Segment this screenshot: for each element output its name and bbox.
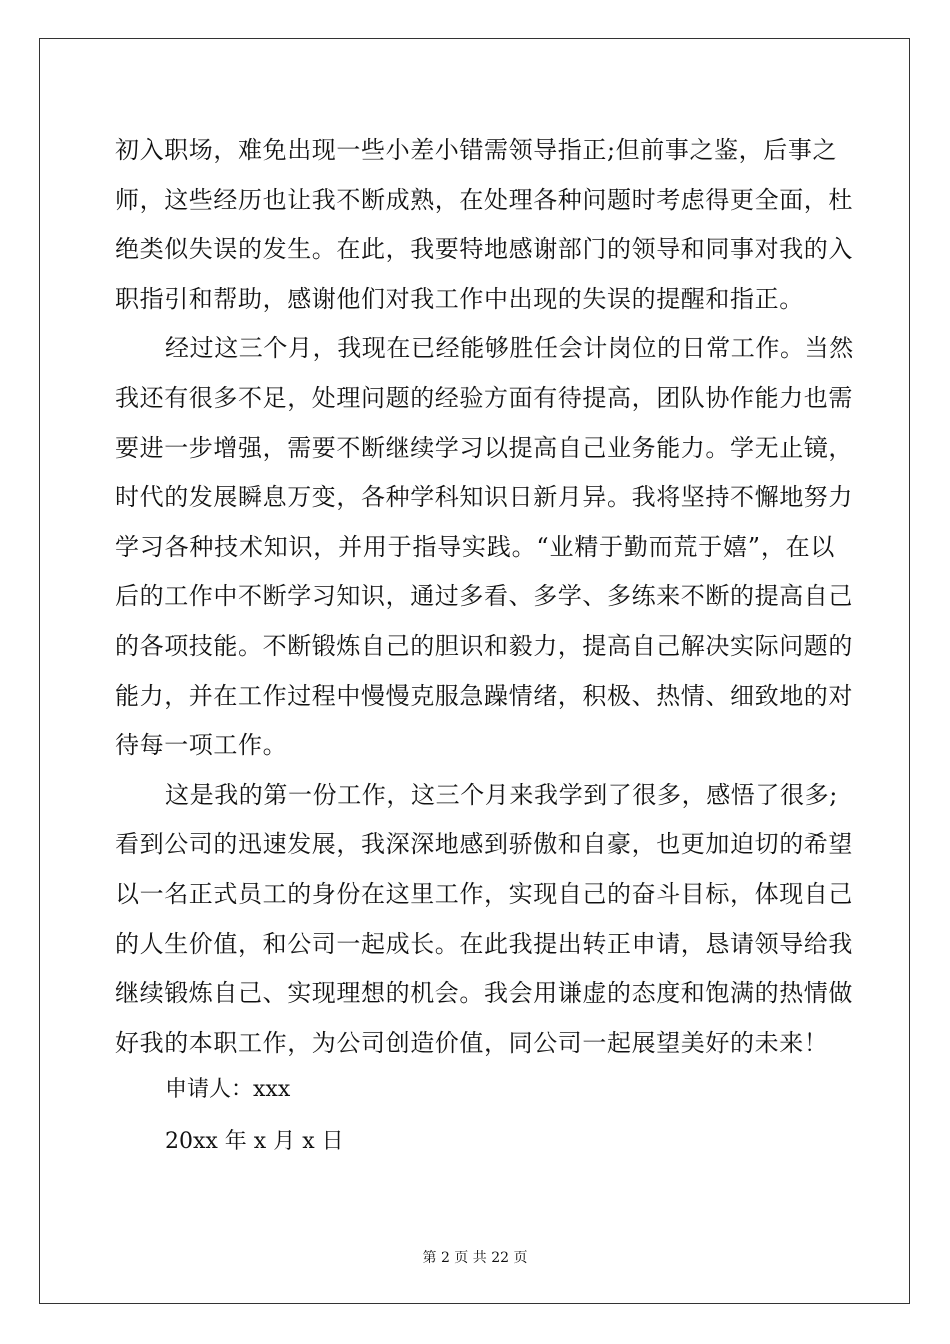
paragraph-3-line-3: 以一名正式员工的身份在这里工作，实现自己的奋斗目标，体现自己 (115, 879, 853, 908)
paragraph-3-line-1: 这是我的第一份工作，这三个月来我学到了很多，感悟了很多; (165, 780, 838, 809)
page-footer: 第 2 页 共 22 页 (422, 1250, 528, 1266)
paragraph-2-line-1: 经过这三个月，我现在已经能够胜任会计岗位的日常工作。当然 (165, 334, 854, 363)
paragraph-1-line-1: 初入职场，难免出现一些小差小错需领导指正;但前事之鉴，后事之 (115, 136, 838, 164)
paragraph-2-line-7: 的各项技能。不断锻炼自己的胆识和毅力，提高自己解决实际问题的 (115, 631, 853, 660)
document-body (115, 126, 854, 1068)
paragraph-3-line-6: 好我的本职工作，为公司创造价值，同公司一起展望美好的未来！ (115, 1028, 829, 1057)
application-date: 20xx 年 x 月 x 日 (165, 1129, 344, 1154)
paragraph-3-line-5: 继续锻炼自己、实现理想的机会。我会用谦虚的态度和饱满的热情做 (115, 979, 853, 1008)
paragraph-2-line-5: 学习各种技术知识，并用于指导实践。“业精于勤而荒于嬉”，在以 (115, 532, 835, 561)
paragraph-3-line-4: 的人生价值，和公司一起成长。在此我提出转正申请，恳请领导给我 (115, 929, 853, 958)
paragraph-2-line-4: 时代的发展瞬息万变，各种学科知识日新月异。我将坚持不懈地努力 (115, 483, 853, 512)
paragraph-1-line-2: 师，这些经历也让我不断成熟，在处理各种问题时考虑得更全面，杜 (115, 185, 853, 214)
paragraph-1-line-4: 职指引和帮助，感谢他们对我工作中出现的失误的提醒和指正。 (115, 284, 804, 313)
paragraph-2-line-9: 待每一项工作。 (115, 731, 288, 760)
paragraph-1-line-3: 绝类似失误的发生。在此，我要特地感谢部门的领导和同事对我的入 (115, 235, 853, 264)
paragraph-2-line-6: 后的工作中不断学习知识，通过多看、多学、多练来不断的提高自己 (115, 582, 853, 611)
paragraph-3-line-2: 看到公司的迅速发展，我深深地感到骄傲和自豪，也更加迫切的希望 (115, 830, 853, 859)
paragraph-2-line-8: 能力，并在工作过程中慢慢克服急躁情绪，积极、热情、细致地的对 (115, 681, 853, 710)
applicant-signature: 申请人：xxx (165, 1077, 291, 1102)
paragraph-2-line-2: 我还有很多不足，处理问题的经验方面有待提高，团队协作能力也需 (115, 383, 853, 412)
paragraph-2-line-3: 要进一步增强，需要不断继续学习以提高自己业务能力。学无止镜， (115, 433, 853, 462)
